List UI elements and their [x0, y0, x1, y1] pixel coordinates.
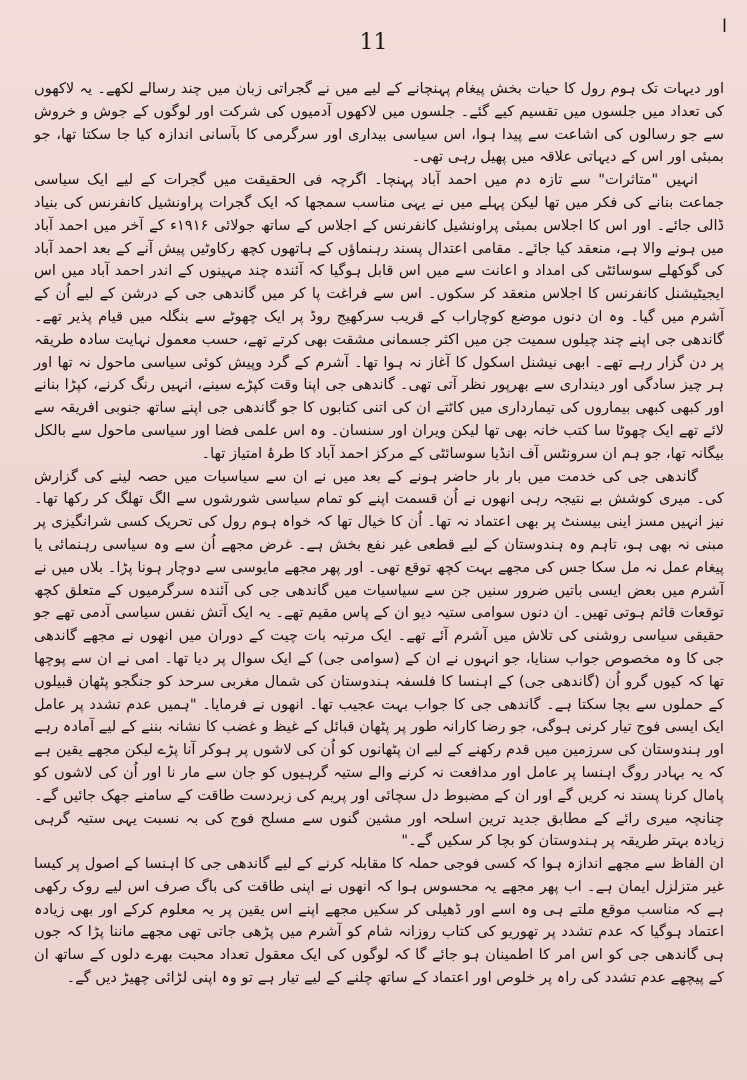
paragraph: انہیں "متاثرات" سے تازہ دم میں احمد آباد پہنچا۔ اگرچہ فی الحقیقت میں گجرات کے لیے ایک سیاسی جماعت بنانے کی فکر میں تھا لیکن پہلے میں نے یہی مناسب سمجھا کہ ایک گجرات پراونشیل کانفرنس کی بنیاد ڈالی جائے۔ اور اس کا اجلاس بمبئی پراونشیل کانفرنس کے اجلاس کے ساتھ جولائی ۱۹۱۶ء کے آخر میں احمد آباد میں ہونے والا ہے، منعقد کیا جائے۔ مقامی اعتدال پسند رہنماؤں کے ہاتھوں کچھ رکاوٹیں پیش آنے کے بعد احمد آباد کی گوکھلے سوسائٹی کی امداد و اعانت سے میں اس قابل ہوگیا کہ آئندہ چند مہینوں کے اندر احمد آباد میں اس ایجیٹیشنل کانفرنس کا اجلاس منعقد کر سکوں۔ اس سے فراغت پا کر میں گاندھی جی کے درشن کے لیے اُن کے آشرم میں گیا۔ وہ ان دنوں موضع کوچاراب کے قریب سرکھیج روڈ پر ایک چھوٹے سے بنگلہ میں قیام پذیر تھے۔ گاندھی جی اپنے چند چیلوں سمیت جن میں اکثر جسمانی مشقت بھی کرتے تھے، حسب معمول نہایت سادہ طریقہ پر دن گزار رہے تھے۔ ابھی نیشنل اسکول کا آغاز نہ ہوا تھا۔ آشرم کے گرد وپیش کوئی سیاسی ماحول نہ تھا اور ہر چیز سادگی اور دینداری سے بھرپور نظر آتی تھی۔ گاندھی جی اپنا وقت کپڑے سینے، انہیں رنگ کرنے، کپڑا بنانے اور کبھی کبھی بیماروں کی تیمارداری میں کاٹتے ان کی اتنی کتابوں کا جو گاندھی جی اپنے ساتھ جنوبی افریقہ سے لائے تھے ایک چھوٹا سا کتب خانہ بھی تھا لیکن ویران اور سنسان۔ وہ اس علمی فضا اور سیاسی ماحول سے بالکل بیگانہ تھا، جو ہم ان سرونٹس آف انڈیا سوسائٹی کے مرکز احمد آباد کا طرۂ امتیاز تھا۔: [34, 171, 725, 462]
paragraph: ان الفاظ سے مجھے اندازہ ہوا کہ کسی فوجی حملہ کا مقابلہ کرنے کے لیے گاندھی جی کا اہنسا کے اصول پر کیسا غیر متزلزل ایمان ہے۔ اب پھر مجھے یہ محسوس ہوا کہ انھوں نے اپنی طاقت کی باگ صرف اس لیے روک رکھی ہے کہ مناسب موقع ملتے ہی وہ اسے اور ڈھیلی کر سکیں مجھے اپنے اس یقین پر یہ معلوم کرکے اور بھی زیادہ اعتماد ہوگیا کہ عدم تشدد پر تھوریو کی کتاب روزانہ شام کو آشرم میں پڑھی جاتی تھی مجھے ماننا پڑا کہ جوں ہی گاندھی جی کو اس امر کا اطمینان ہو جائے گا کہ لوگوں کی ایک معقول تعداد محبت بھرے دلوں کے ساتھ ان کے پیچھے عدم تشدد کی راہ پر خلوص اور اعتماد کے ساتھ چلنے کے لیے تیار ہے تو وہ اپنی لڑائی چھیڑ دیں گے۔: [34, 855, 724, 987]
corner-mark: ا: [721, 16, 727, 37]
paragraph: اور دیہات تک ہوم رول کا حیات بخش پیغام پہنچانے کے لیے میں نے گجراتی زبان میں چند رسالے لکھے۔ یہ لاکھوں کی تعداد میں جلسوں میں تقسیم کیے گئے۔ جلسوں میں لاکھوں آدمیوں کی شرکت اور لوگوں کے جوش و خروش سے جو رسالوں کی اشاعت سے پیدا ہوا، اس سیاسی بیداری اور سرگرمی کا بآسانی اندازہ کیا جا سکتا تھا، جو بمبئی اور اس کے دیہاتی علاقہ میں پھیل رہی تھی۔: [34, 80, 724, 166]
body-text: [34, 78, 724, 990]
paragraph: گاندھی جی کی خدمت میں بار بار حاضر ہونے کے بعد میں نے ان سے سیاسیات میں حصہ لینے کی گزارش کی۔ میری کوشش بے نتیجہ رہی انھوں نے اُن قسمت اپنے کو تمام سیاسی شورشوں سے الگ تھلگ کر رکھا تھا۔ نیز انہیں مسز اینی بیسنٹ پر بھی اعتماد نہ تھا۔ اُن کا خیال تھا کہ خواہ ہوم رول کی تحریک کسی شرانگیزی پر مبنی نہ بھی ہو، تاہم وہ ہندوستان کے لیے قطعی غیر نفع بخش ہے۔ غرض مجھے اُن سے وہ سیاسی رہنمائی یا پیغام عمل نہ مل سکا جس کی مجھے بہت کچھ توقع تھی۔ اور پھر مجھے مایوسی سے دوچار ہونا پڑا۔ بلاں میں نے آشرم میں بعض ایسی باتیں ضرور سنیں جن سے سیاسیات میں گاندھی جی کی آئندہ سرگرمیوں کے متعلق کچھ توقعات قائم ہوتی تھیں۔ ان دنوں سوامی ستیہ دیو ان کے پاس مقیم تھے۔ یہ ایک آتش نفس سیاسی آدمی تھے جو حقیقی سیاسی روشنی کی تلاش میں آشرم آئے تھے۔ ایک مرتبہ بات چیت کے دوران میں انھوں نے مجھے گاندھی جی کا وہ مخصوص جواب سنایا، جو انہوں نے ان کے (سوامی جی) کے ایک سوال پر دیا تھا۔ امی نے ان سے پوچھا تھا کہ کیوں گرو اُن (گاندھی جی) کے اہنسا کا فلسفہ ہندوستان کی شمال مغربی سرحد کو جنگجو پٹھان قبیلوں کے حملوں سے بچا سکتا ہے۔ گاندھی جی کا جواب بہت عجیب تھا۔ انھوں نے فرمایا۔ "ہمیں عدم تشدد پر عامل ایک ایسی فوج تیار کرنی ہوگی، جو رضا کارانہ طور پر پٹھان قبائل کے غیظ و غضب کا نشانہ بننے کے لیے آمادہ رہے اور ہندوستان کی سرزمین میں قدم رکھنے کے لیے ان پٹھانوں کو اُن کی لاشوں پر ہوکر آنا پڑے لیکن مجھے یقین ہے کہ یہ بہادر روگ اہنسا پر عامل اور مدافعت نہ کرنے والے ستیہ گرہیوں کو جان سے مار نا اور اُن کی لاشوں کو پامال کرنا پسند نہ کریں گے اور ان کے مضبوط دل سچائی اور پریم کی زبردست طاقت کے سامنے جھک جائیں گے۔ چنانچہ میری رائے کے مطابق جدید ترین اسلحہ اور مشین گنوں سے مسلح فوج کی بہ نسبت یہی ستیہ گرہی زیادہ بہتر طریقہ پر ہندوستان کو بچا کر سکیں گے۔": [34, 467, 724, 850]
page-number: 11: [359, 30, 388, 55]
